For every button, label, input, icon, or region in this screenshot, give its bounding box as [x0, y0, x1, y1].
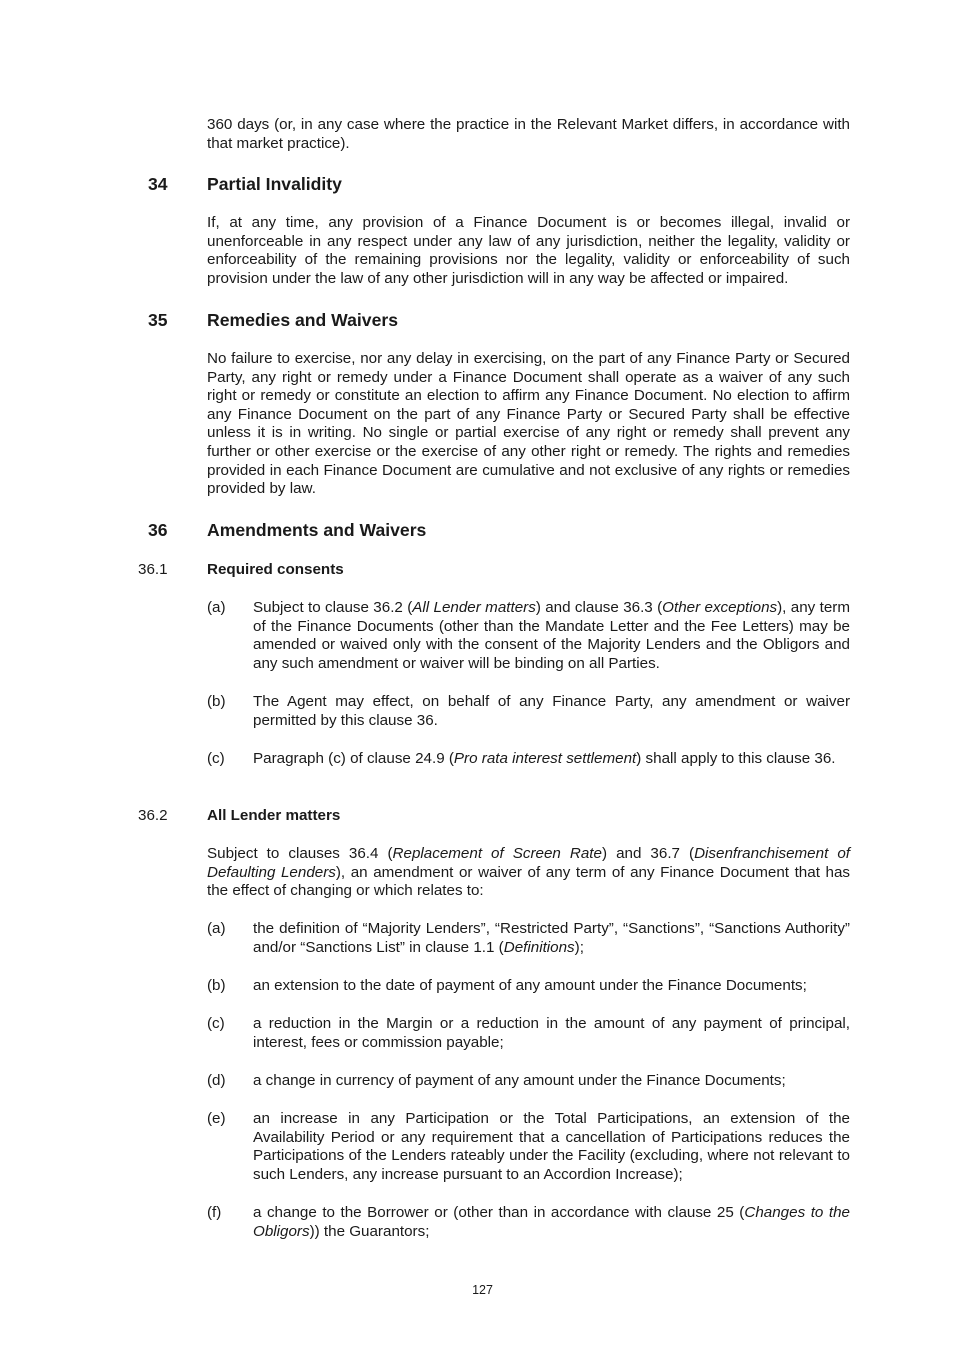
clause-36-2-e-label: (e): [207, 1110, 226, 1127]
clause-36-2-d-text: a change in currency of payment of any amount under the Finance Documents;: [253, 1072, 786, 1089]
clause-36-2-c-label: (c): [207, 1015, 225, 1032]
page-number: 127: [472, 1283, 493, 1297]
clause-36-1-number: 36.1: [138, 561, 168, 578]
clause-36-1-c-text: Paragraph (c) of clause 24.9 (Pro rata interest settlement) shall apply to this clause 36.: [253, 750, 836, 767]
clause-36-2-f-label: (f): [207, 1204, 222, 1221]
section-35-title: Remedies and Waivers: [207, 310, 399, 330]
clause-36-1-a-text: Subject to clause 36.2 (All Lender matters) and clause 36.3 (Other exceptions), any term of the Finance Documents (other than the Mandate Letter and the Fee Letters) may be amended or waived only with the consent of the Majority Lenders and the Obligors and any such amendment or waiver will be binding on all Parties.: [253, 599, 850, 672]
section-34-body: If, at any time, any provision of a Finance Document is or becomes illegal, invalid or unenforceable in any respect under any law of any jurisdiction, neither the legality, validity or enforceability of the remaining provisions nor the legality, validity or enforceability of such provision under the law of any other jurisdiction will in any way be affected or impaired.: [207, 214, 850, 287]
clause-36-2-title: All Lender matters: [207, 807, 341, 824]
section-36-title: Amendments and Waivers: [207, 520, 427, 540]
clause-36-2-a-text: the definition of “Majority Lenders”, “Restricted Party”, “Sanctions”, “Sanctions Authority” and/or “Sanctions List” in clause 1.1 (Definitions);: [253, 920, 850, 956]
clause-36-2-b-text: an extension to the date of payment of any amount under the Finance Documents;: [253, 977, 807, 994]
clause-36-2-f-text: a change to the Borrower or (other than in accordance with clause 25 (Changes to the Obligors)) the Guarantors;: [253, 1204, 850, 1240]
section-35-number: 35: [148, 310, 168, 330]
clause-36-1-b-label: (b): [207, 693, 226, 710]
clause-36-2-b-label: (b): [207, 977, 226, 994]
clause-36-1-b-text: The Agent may effect, on behalf of any Finance Party, any amendment or waiver permitted by this clause 36.: [253, 693, 850, 729]
clause-36-2-d-label: (d): [207, 1072, 226, 1089]
section-35-body: No failure to exercise, nor any delay in exercising, on the part of any Finance Party or Secured Party, any right or remedy under a Finance Document shall operate as a waiver of any such right or remedy or constitute an election to affirm any Finance Document. No election to affirm any Finance Document on the part of any Finance Party or Secured Party shall be effective unless it is in writing. No single or partial exercise of any right or remedy shall prevent any further or other exercise or the exercise of any other right or remedy. The rights and remedies provided in each Finance Document are cumulative and not exclusive of any rights or remedies provided by law.: [207, 350, 850, 498]
clause-36-1-c-label: (c): [207, 750, 225, 767]
section-34-title: Partial Invalidity: [207, 174, 342, 194]
section-36-number: 36: [148, 520, 168, 540]
clause-36-2-c-text: a reduction in the Margin or a reduction in the amount of any payment of principal, interest, fees or commission payable;: [253, 1015, 850, 1051]
clause-36-1-a-label: (a): [207, 599, 226, 616]
clause-36-1-title: Required consents: [207, 561, 344, 578]
clause-36-2-a-label: (a): [207, 920, 226, 937]
section-34-number: 34: [148, 174, 168, 194]
clause-36-2-intro: Subject to clauses 36.4 (Replacement of Screen Rate) and 36.7 (Disenfranchisement of Defaulting Lenders), an amendment or waiver of any term of any Finance Document that has the effect of changing or which relates to:: [207, 845, 850, 900]
clause-36-2-number: 36.2: [138, 807, 168, 824]
clause-36-2-e-text: an increase in any Participation or the Total Participations, an extension of the Availability Period or any requirement that a cancellation of Participations reduces the Participations of the Lenders rateably under the Facility (excluding, where not relevant to such Lenders, any increase pursuant to an Accordion Increase);: [253, 1110, 850, 1183]
intro-paragraph: 360 days (or, in any case where the practice in the Relevant Market differs, in accordance with that market practice).: [207, 116, 850, 152]
